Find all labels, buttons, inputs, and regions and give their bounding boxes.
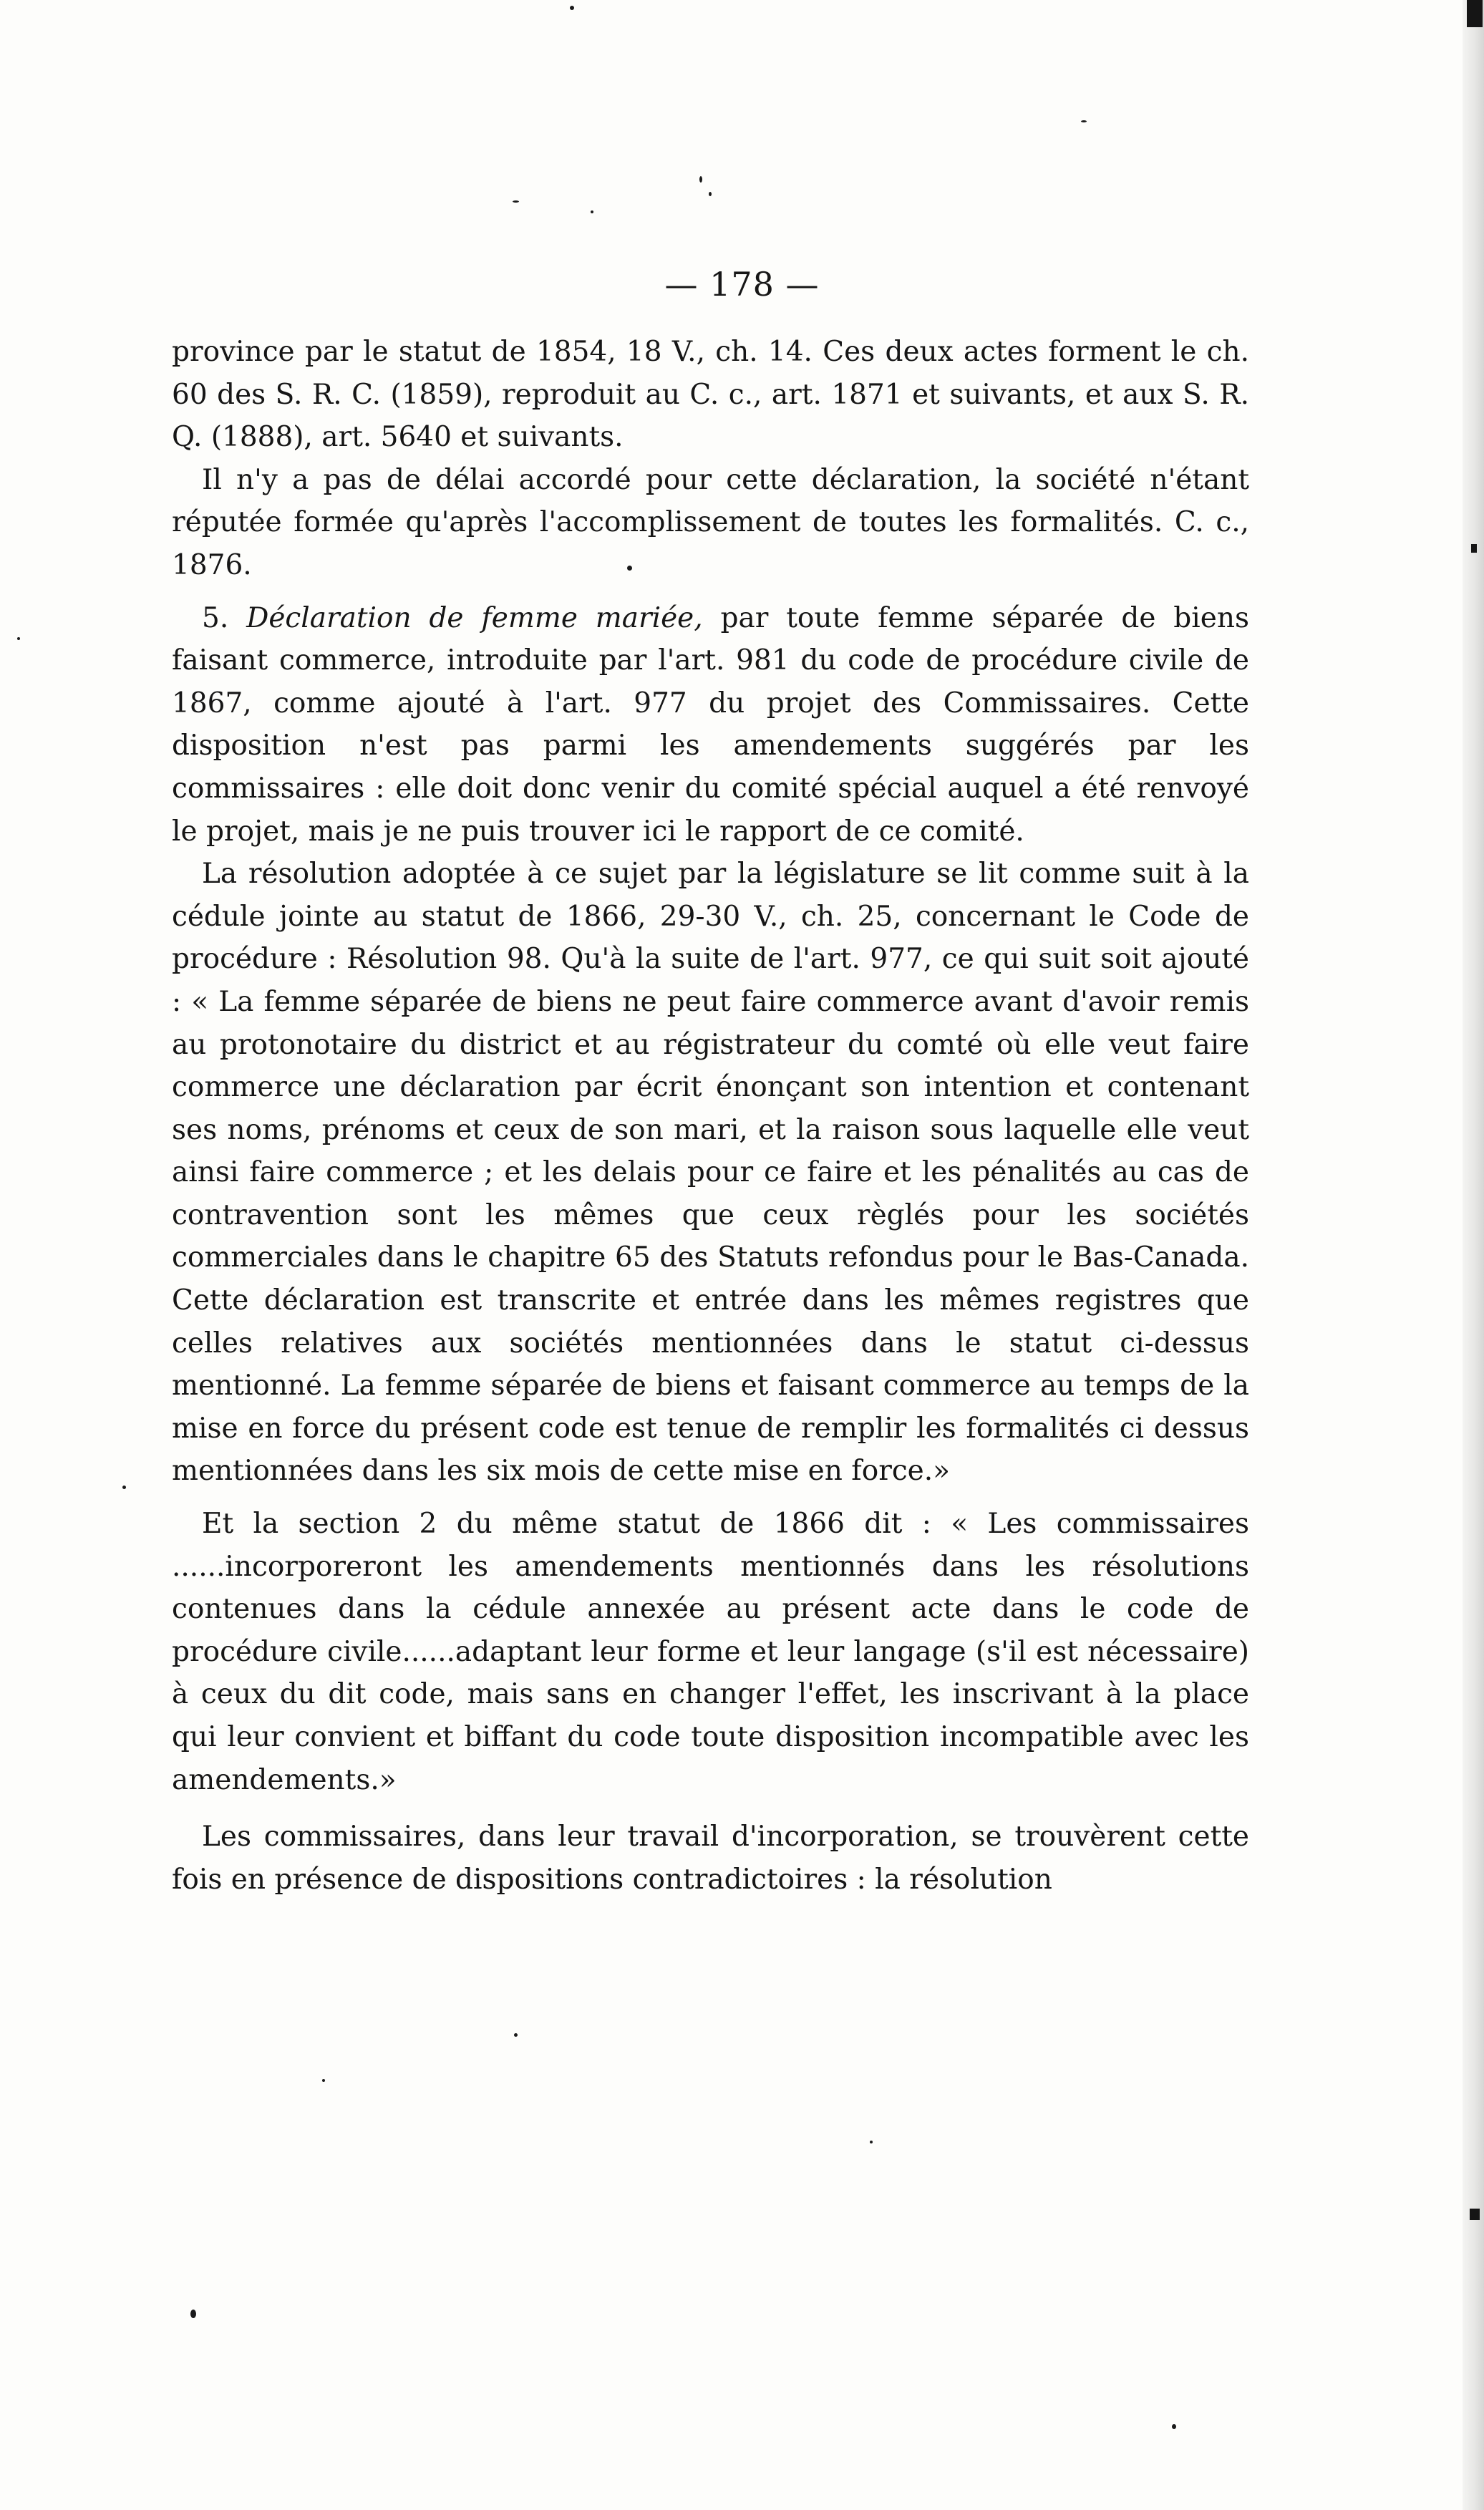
scan-speck [709,192,712,196]
scan-speck [322,2079,325,2082]
scan-speck [591,210,593,213]
section-title: Déclaration de femme mariée, [246,601,703,634]
scan-speck [513,200,519,203]
edge-ink-mark [1471,544,1477,553]
paragraph-3 [172,597,1249,853]
scan-speck [870,2141,873,2143]
scan-speck [190,2310,196,2318]
page-number: — 178 — [664,265,820,304]
edge-ink-mark [1470,2209,1480,2220]
edge-ink-mark [1467,0,1483,27]
paragraph-3-text: par toute femme séparée de biens faisant commerce, introduite par l'art. 981 du code de procédure civile de 1867, comme ajouté à l'art. 977 du projet des Commissaires. Cette disposition n'est pas parmi les amendements suggérés par les commissaires : elle doit donc venir du comité spécial auquel a été renvoyé le projet, mais je ne puis trouver ici le rapport de ce comité. [172,601,1249,848]
paragraph-1: province par le statut de 1854, 18 V., ch. 14. Ces deux actes forment le ch. 60 des S. R. C. (1859), reproduit au C. c., art. 1871 et suivants, et aux S. R. Q. (1888), art. 5640 et suivants. [172,336,1249,454]
paragraph-2: Il n'y a pas de délai accordé pour cette déclaration, la société n'étant réputée formée qu'après l'accomplissement de toutes les formalités. C. c., 1876. [172,463,1249,581]
page-edge-strip [1463,0,1484,2510]
section-number: 5. [202,601,229,634]
scan-speck [570,6,574,10]
scan-speck [17,637,20,640]
scan-speck [699,176,702,183]
scan-speck [122,1486,126,1489]
paragraph-4: La résolution adoptée à ce sujet par la législature se lit comme suit à la cédule jointe au statut de 1866, 29-30 V., ch. 25, concernant le Code de procédure : Résolution 98. Qu'à la suite de l'art. 977, ce qui suit soit ajouté : « La femme séparée de biens ne peut faire commerce avant d'avoir remis au protonotaire du district et au régistrateur du comté où elle veut faire commerce une déclaration par écrit énonçant son intention et contenant ses noms, prénoms et ceux de son mari, et la raison sous laquelle elle veut ainsi faire commerce ; et les delais pour ce faire et les pénalités au cas de contravention sont les mêmes que ceux règlés pour les sociétés commerciales dans le chapitre 65 des Statuts refondus pour le Bas-Canada. Cette déclaration est transcrite et entrée dans les mêmes registres que celles relatives aux sociétés mentionnées dans le statut ci-dessus mentionné. La femme séparée de biens et faisant commerce au temps de la mise en force du présent code est tenue de remplir les formalités ci dessus mentionnées dans les six mois de cette mise en force.» [172,858,1249,1488]
scan-speck [1081,120,1087,122]
paragraph-5: Et la section 2 du même statut de 1866 dit : « Les commissaires ......incorporeront les amendements mentionnés dans les résolutions contenues dans la cédule annexée au présent acte dans le code de procédure civile......adaptant leur forme et leur langage (s'il est nécessaire) à ceux du dit code, mais sans en changer l'effet, les inscrivant à la place qui leur convient et biffant du code toute disposition incompatible avec les amendements.» [172,1508,1249,1796]
paragraph-6: Les commissaires, dans leur travail d'incorporation, se trouvèrent cette fois en présence de dispositions contradictoires : la résolution [172,1821,1249,1896]
scan-speck [514,2033,518,2037]
scan-speck [1172,2424,1176,2429]
body-text [172,331,1249,1901]
